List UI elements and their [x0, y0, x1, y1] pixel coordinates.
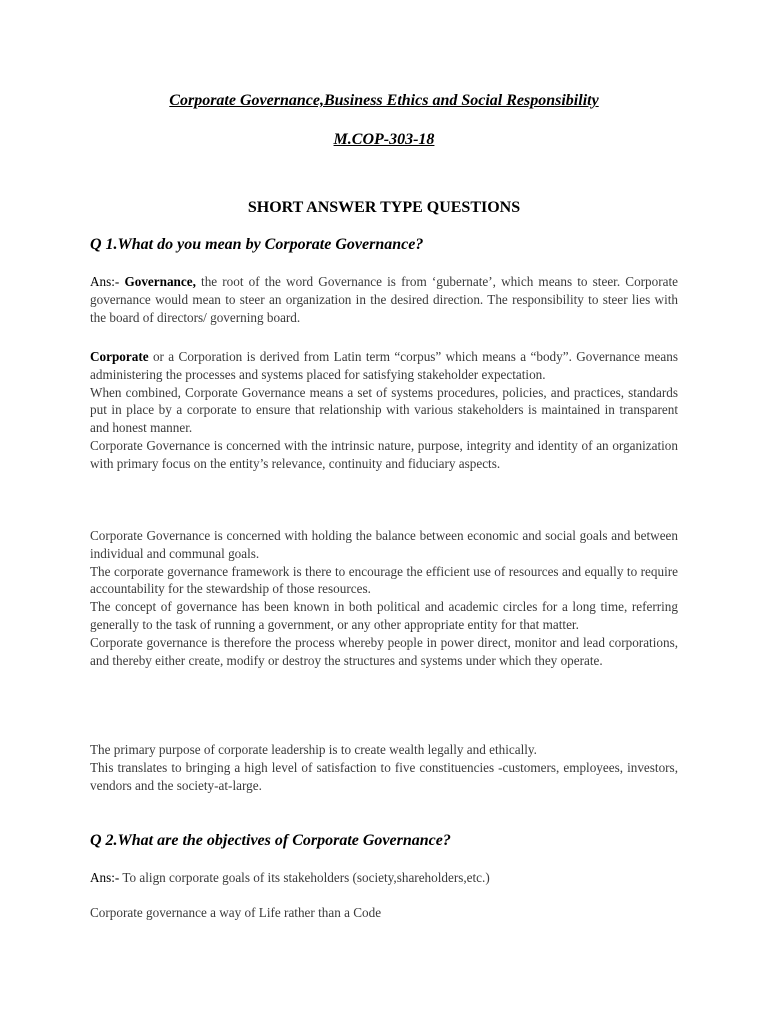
- course-title: Corporate Governance,Business Ethics and Social Responsibility: [169, 92, 599, 109]
- balance-text: Corporate Governance is concerned with holding the balance between economic and social goals and between individual and communal goals.: [90, 528, 678, 561]
- concept-text: The concept of governance has been known in both political and academic circles for a long time, referring generally to the task of running a government, or any other appropriate entity for that matter.: [90, 599, 678, 632]
- question-1: Q 1.What do you mean by Corporate Governance?: [90, 236, 424, 253]
- governance-term: Governance,: [124, 274, 196, 289]
- governance-definition: the root of the word Governance is from ‘gubernate’, which means to steer. Corporate governance would mean to steer an organization in the desired direction. The responsibility to steer lies with the board of directors/ governing board.: [90, 274, 678, 325]
- constituencies-text: This translates to bringing a high level of satisfaction to five constituencies -customers, employees, investors, vendors and the society-at-large.: [90, 759, 678, 793]
- combined-definition: When combined, Corporate Governance means a set of systems procedures, policies, and practices, standards put in place by a corporate to ensure that relationship with various stakeholders is maintained in transparent and honest manner.: [90, 384, 678, 436]
- section-heading: SHORT ANSWER TYPE QUESTIONS: [247, 199, 521, 216]
- q2-answer-paragraph-2: Corporate governance a way of Life rather than a Code: [90, 905, 382, 920]
- course-code: M.COP-303-18: [333, 131, 435, 148]
- corporate-definition: or a Corporation is derived from Latin term “corpus” which means a “body”. Governance means administering the processes and systems placed for satisfying stakeholder expectation.: [90, 349, 678, 382]
- q1-answer-paragraph-1: [90, 273, 678, 326]
- q1-answer-paragraph-4: [90, 741, 678, 794]
- process-text: Corporate governance is therefore the process whereby people in power direct, monitor and lead corporations, and thereby either create, modify or destroy the structures and systems under which they operate.: [90, 634, 678, 668]
- q1-answer-paragraph-3: [90, 527, 678, 669]
- framework-text: The corporate governance framework is there to encourage the efficient use of resources and equally to require accountability for the stewardship of those resources.: [90, 563, 678, 597]
- primary-purpose-text: The primary purpose of corporate leadership is to create wealth legally and ethically.: [90, 742, 537, 757]
- answer-label: Ans:-: [90, 274, 120, 289]
- corporate-term: Corporate: [90, 349, 149, 364]
- q2-answer-paragraph-1: [90, 869, 678, 887]
- q1-answer-paragraph-2: [90, 348, 678, 473]
- answer-label: Ans:-: [90, 870, 120, 885]
- objective-text: To align corporate goals of its stakeholders (society,shareholders,etc.): [119, 870, 490, 885]
- question-2: Q 2.What are the objectives of Corporate Governance?: [90, 832, 451, 849]
- intrinsic-nature-text: Corporate Governance is concerned with the intrinsic nature, purpose, integrity and identity of an organization with primary focus on the entity’s relevance, continuity and fiduciary aspects.: [90, 437, 678, 471]
